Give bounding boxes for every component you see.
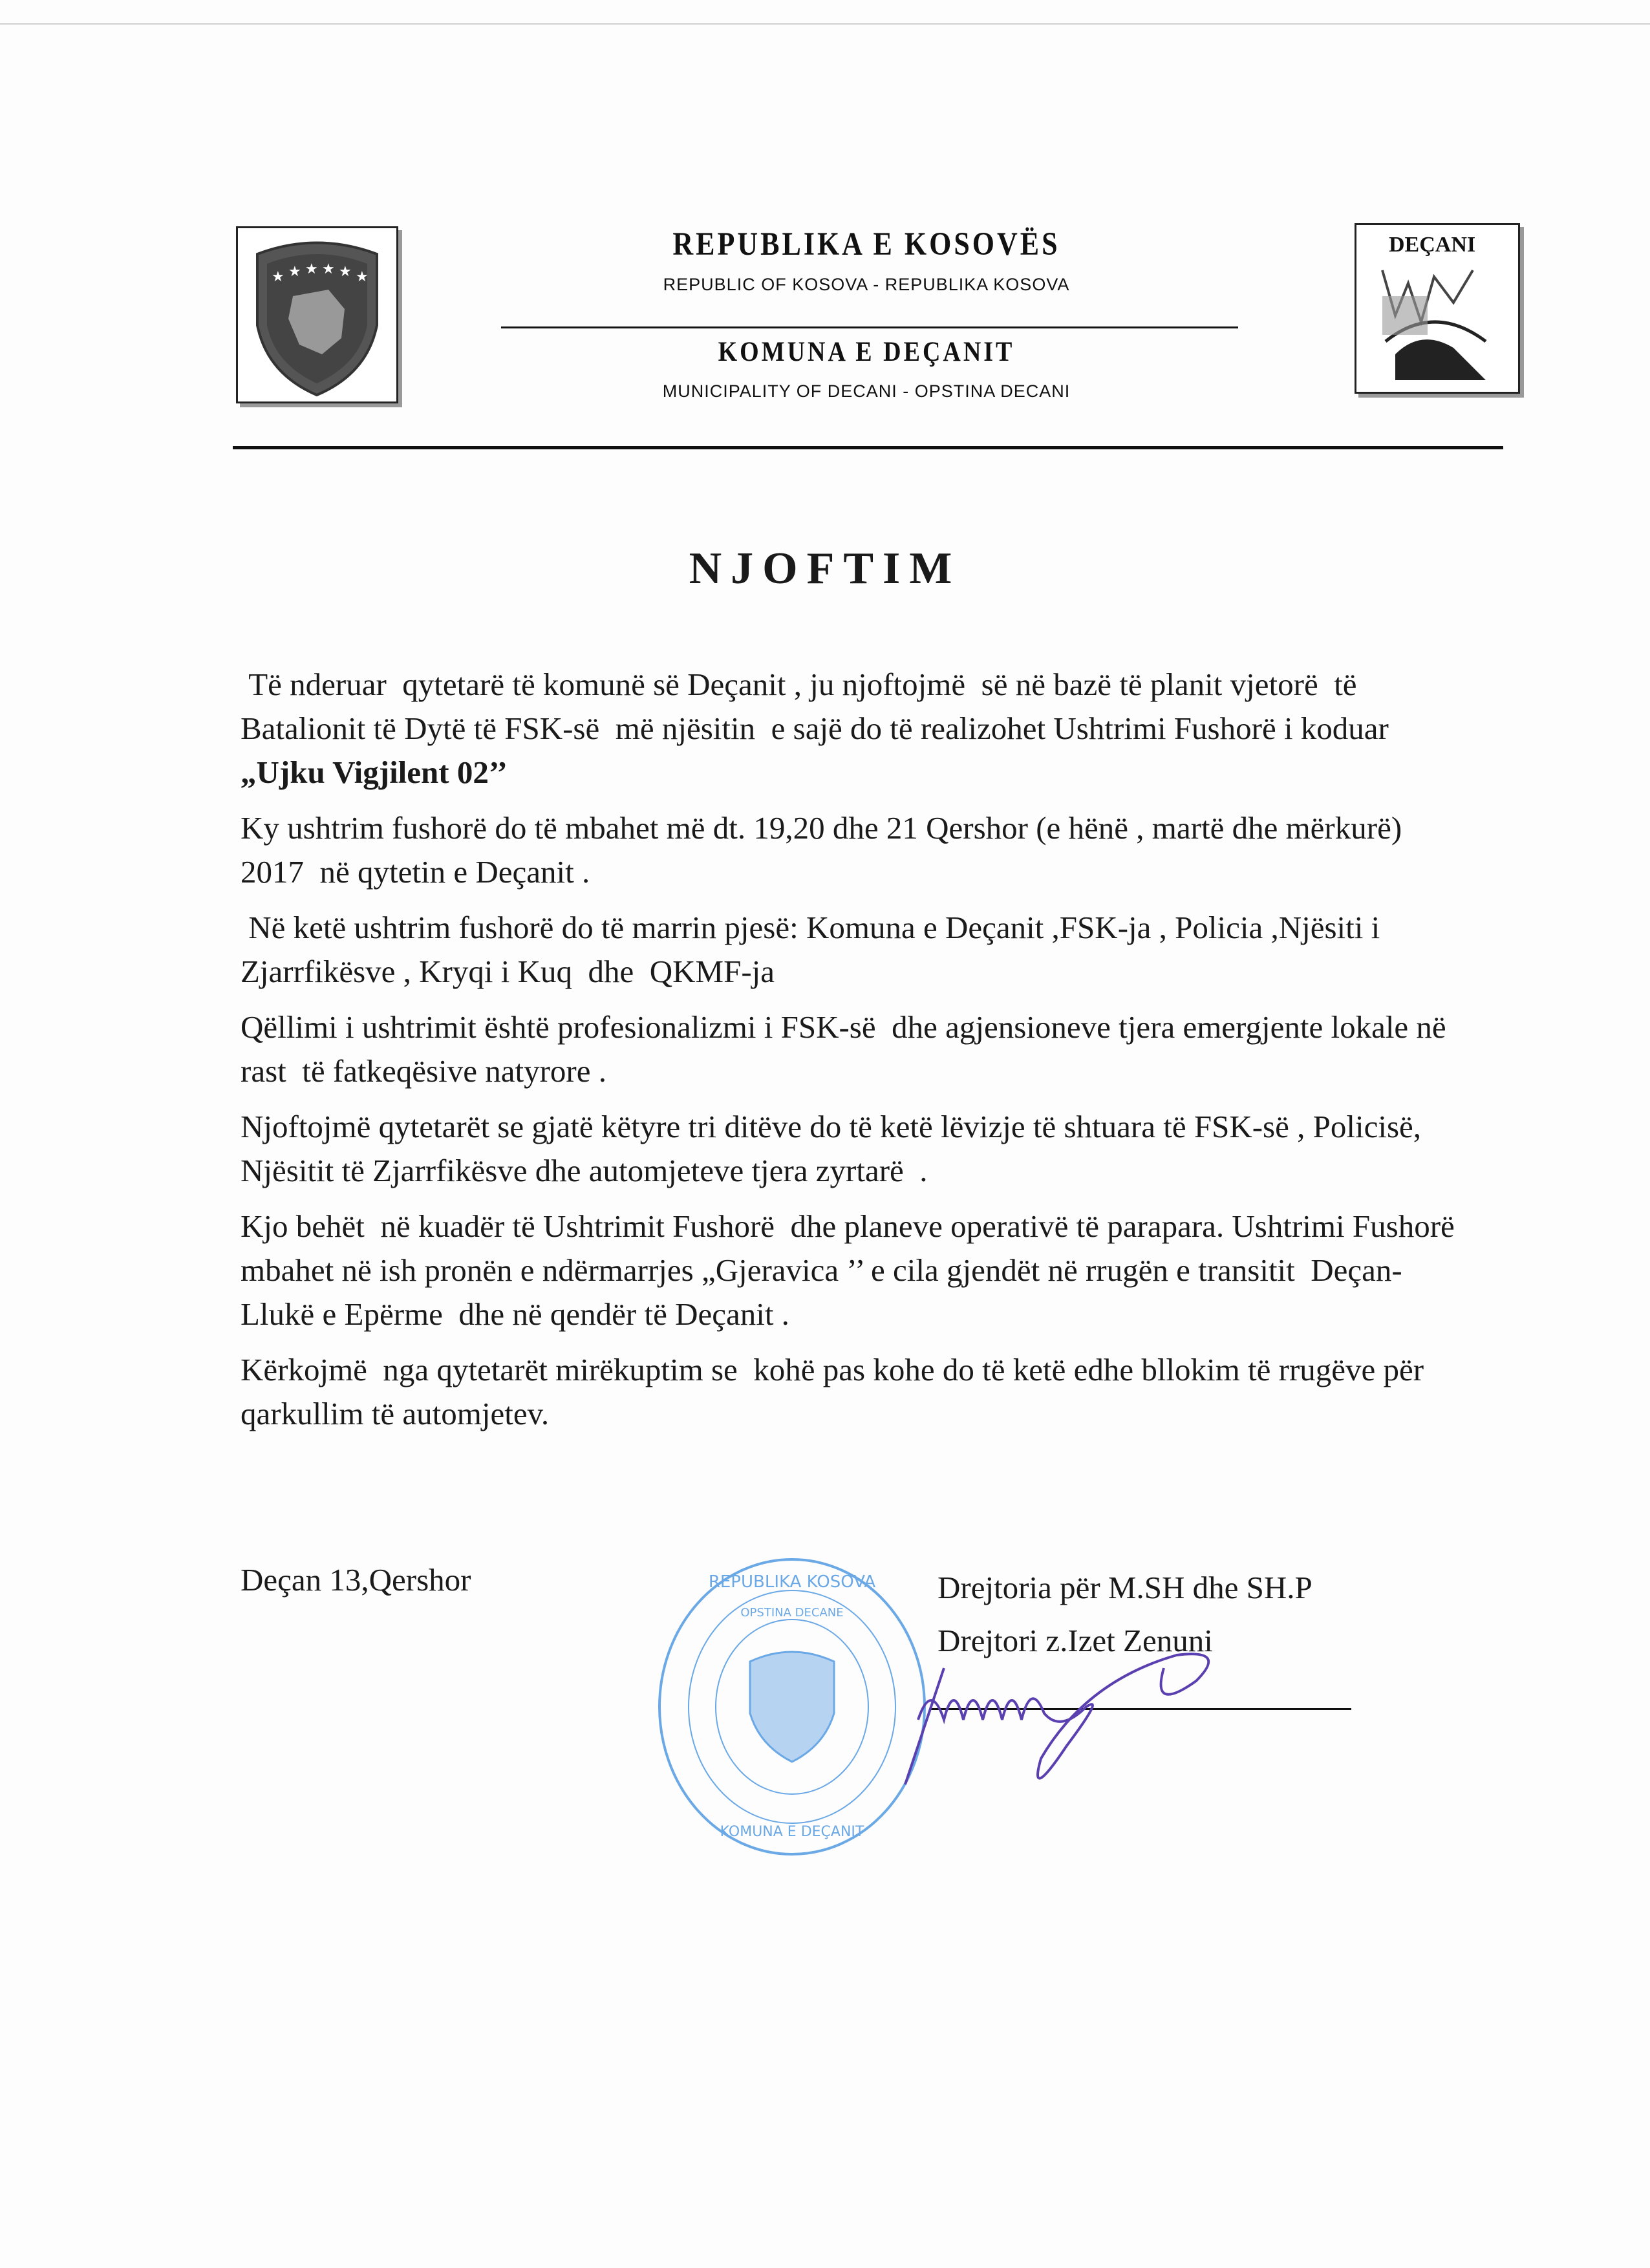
paragraph-dates: Ky ushtrim fushorë do të mbahet më dt. 19,20 dhe 21 Qershor (e hënë , martë dhe mërkurë) 2017 në qytetin e Deçanit . — [241, 810, 1418, 890]
decani-emblem-label: DEÇANI — [1389, 233, 1476, 257]
scan-edge-line — [0, 23, 1650, 25]
document-body — [241, 663, 1469, 1448]
paragraph-greeting: Të nderuar qytetarë të komunë së Deçanit , ju njoftojmë së në bazë të planit vjetorë të Batalionit të Dytë të FSK-së më njësitin e sajë do të realizohet Ushtrimi Fushorë i koduar „Ujku Vigjilent 02’’ — [241, 667, 1397, 790]
svg-text:★: ★ — [305, 261, 318, 277]
svg-text:★: ★ — [339, 264, 352, 280]
paragraph-purpose: Qëllimi i ushtrimit është profesionalizmi i FSK-së dhe agjensioneve tjera emergjente lokale në rast të fatkeqësive natyrore . — [241, 1009, 1454, 1089]
paragraph-request: Kërkojmë nga qytetarët mirëkuptim se kohë pas kohe do të ketë edhe bllokim të rrugëve për qarkullim të automjetev. — [241, 1352, 1432, 1431]
decani-emblem-icon — [1355, 223, 1520, 394]
svg-text:★: ★ — [322, 261, 335, 277]
municipality-subtitle: MUNICIPALITY OF DECANI - OPSTINA DECANI — [662, 381, 1071, 401]
svg-text:OPSTINA DECANE: OPSTINA DECANE — [740, 1606, 844, 1620]
paragraph-location: Kjo behët në kuadër të Ushtrimit Fushorë dhe planeve operativë të parapara. Ushtrimi Fushorë mbahet në ish pronën e ndërmarrjes „Gjeravica ’’ e cila gjendët në rrugën e transitit Deçan-Llukë e Epërme dhe në qendër të Deçanit . — [241, 1208, 1463, 1332]
header-divider — [501, 326, 1238, 328]
document-title: NJOFTIM — [689, 544, 961, 594]
svg-text:★: ★ — [288, 264, 301, 280]
svg-text:★: ★ — [272, 269, 284, 285]
paragraph-participants: Në ketë ushtrim fushorë do të marrin pjesë: Komuna e Deçanit ,FSK-ja , Policia ,Njësiti i Zjarrfikësve , Kryqi i Kuq dhe QKMF-ja — [241, 910, 1388, 989]
svg-text:REPUBLIKA KOSOVA: REPUBLIKA KOSOVA — [708, 1572, 876, 1592]
place-date: Deçan 13,Qershor — [241, 1562, 471, 1598]
svg-text:KOMUNA E DEÇANIT: KOMUNA E DEÇANIT — [720, 1824, 864, 1840]
directorate-name: Drejtoria për M.SH dhe SH.P — [938, 1570, 1312, 1605]
municipality-title: KOMUNA E DEÇANIT — [718, 336, 1015, 368]
exercise-codename: „Ujku Vigjilent 02’’ — [241, 754, 508, 790]
handwritten-signature-icon — [892, 1642, 1448, 1810]
kosovo-coat-of-arms-icon — [236, 226, 398, 403]
official-stamp-icon — [653, 1552, 931, 1862]
svg-text:★: ★ — [356, 269, 369, 285]
country-subtitle: REPUBLIC OF KOSOVA - REPUBLIKA KOSOVA — [663, 275, 1070, 294]
country-title: REPUBLIKA E KOSOVËS — [672, 226, 1060, 262]
paragraph-movements: Njoftojmë qytetarët se gjatë këtyre tri ditëve do të ketë lëvizje të shtuara të FSK-së , Policisë, Njësitit të Zjarrfikësve dhe automjeteve tjera zyrtarë . — [241, 1109, 1430, 1188]
header-bottom-rule — [233, 446, 1503, 449]
director-name: Drejtori z.Izet Zenuni — [938, 1623, 1213, 1658]
